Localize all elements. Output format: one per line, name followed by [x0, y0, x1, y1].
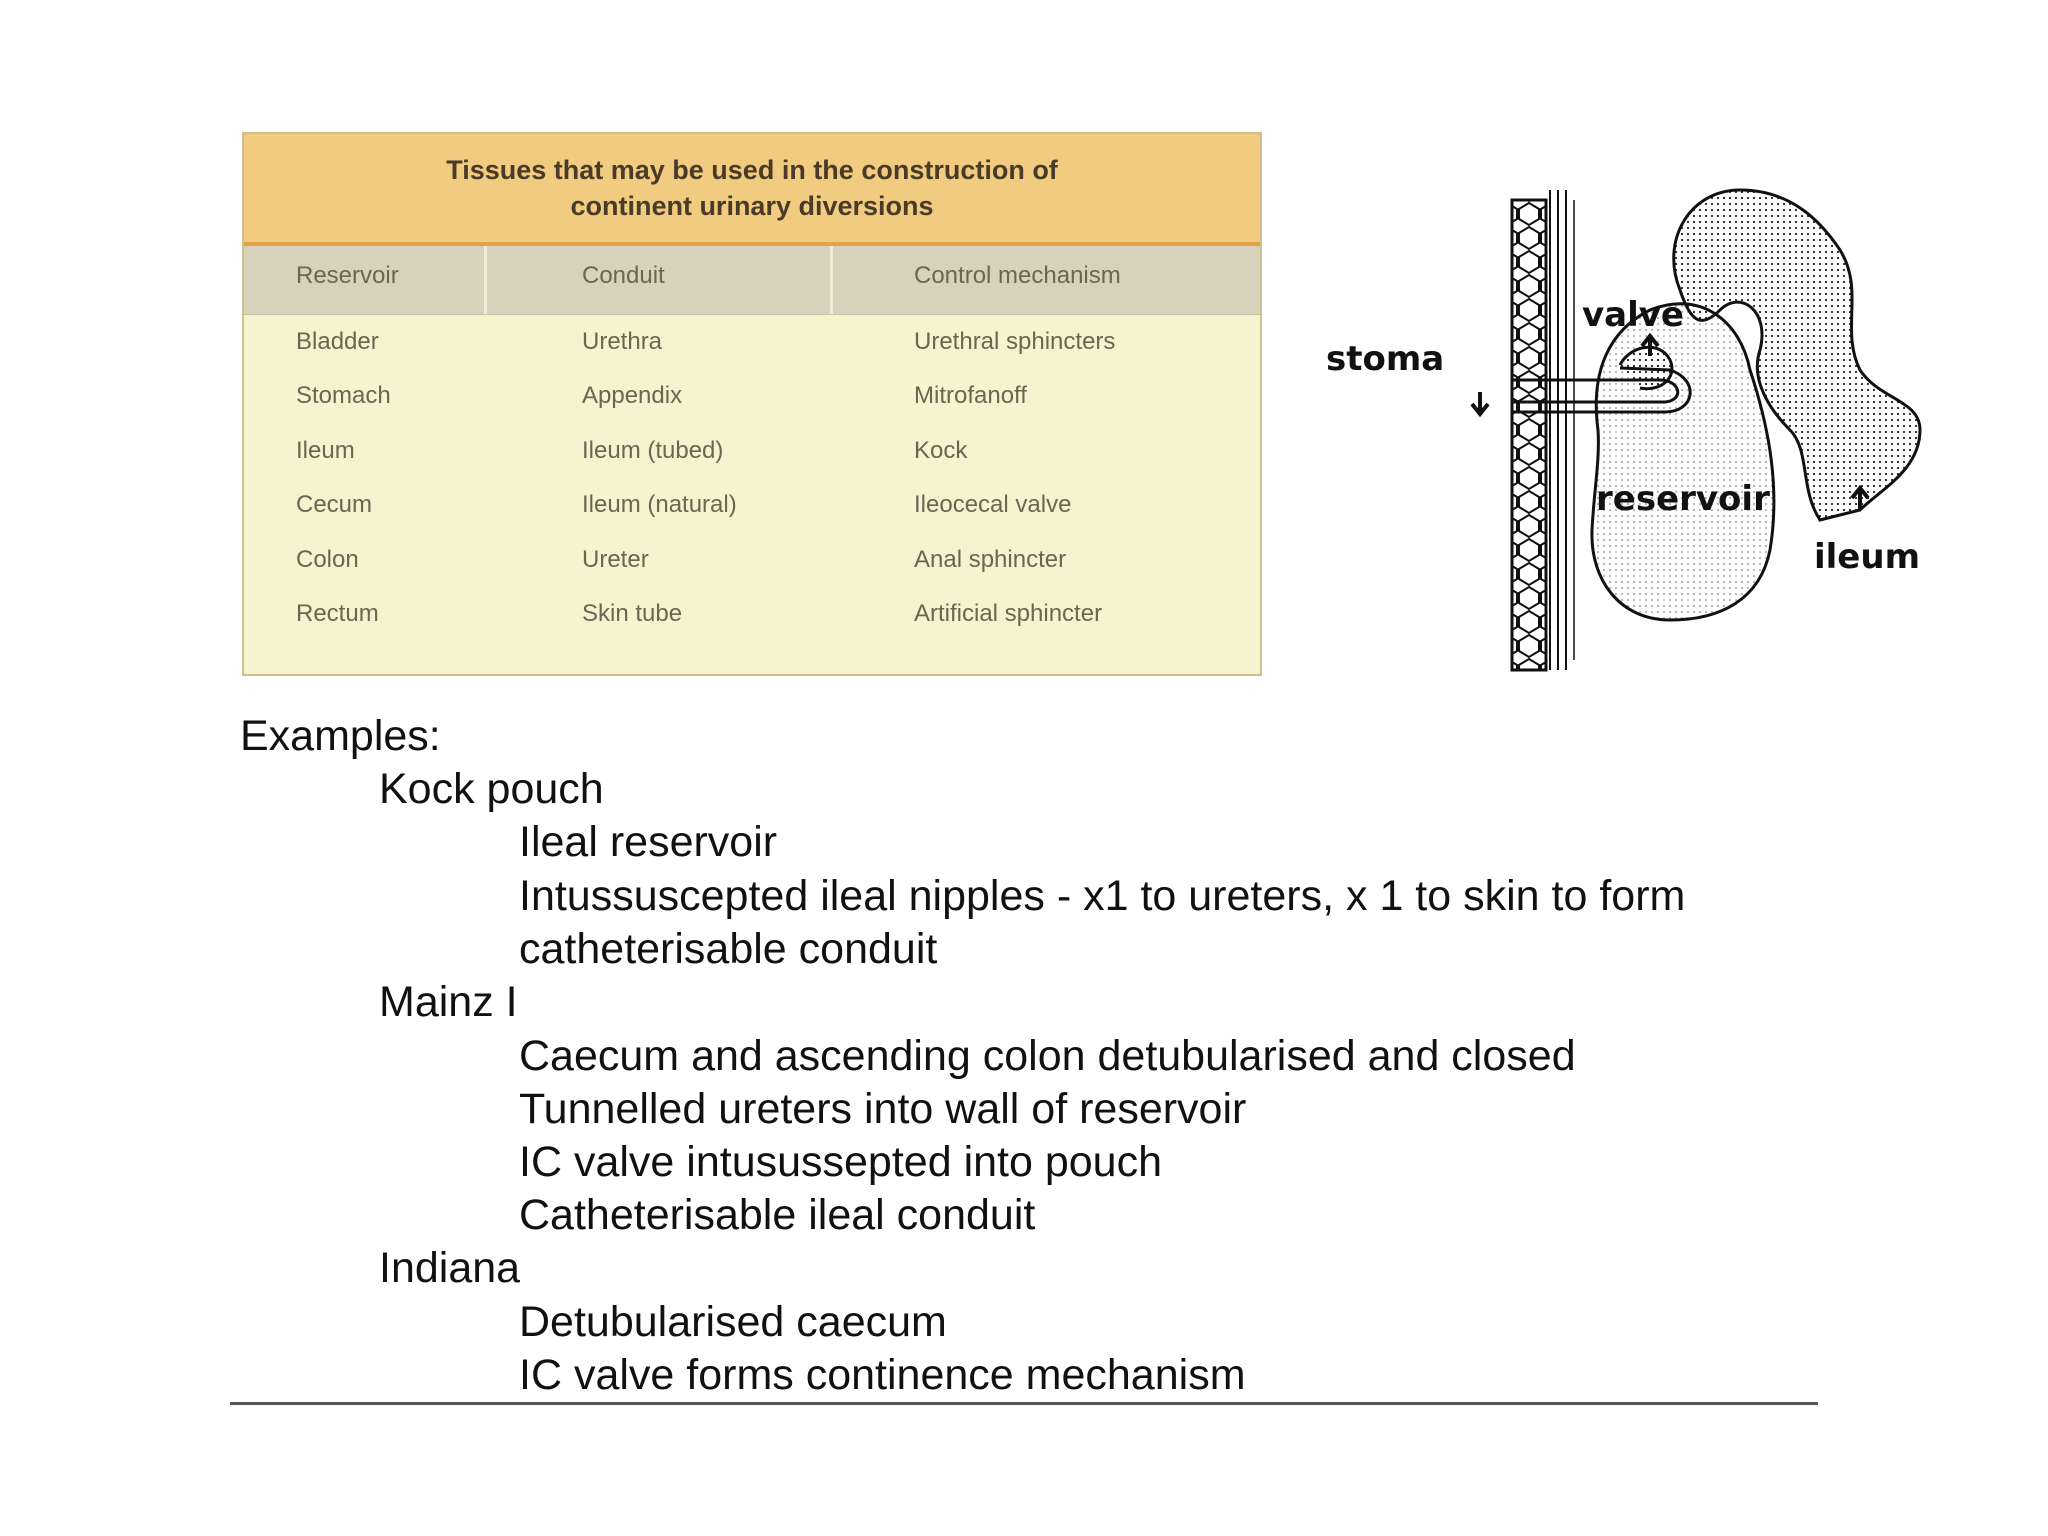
- table-cell: Bladder: [296, 328, 379, 355]
- table-cell: Stomach: [296, 382, 391, 409]
- table-cell: Rectum: [296, 600, 379, 627]
- list-item: Ileal reservoir: [519, 818, 778, 866]
- column-separator: [830, 246, 833, 314]
- examples-heading: Examples:: [240, 712, 441, 760]
- abdominal-wall: [1512, 190, 1574, 670]
- table-cell: Ileum (tubed): [582, 437, 724, 464]
- table-cell: Appendix: [582, 382, 683, 409]
- list-item: Caecum and ascending colon detubularised and closed: [519, 1032, 1576, 1080]
- list-item: Intussuscepted ileal nipples - x1 to ureters, x 1 to skin to form: [519, 872, 1686, 920]
- pouch-diagram: [1320, 130, 1940, 690]
- column-separator: [484, 246, 487, 314]
- label-stoma: stoma: [1326, 339, 1445, 379]
- table-cell: Ureter: [582, 546, 649, 573]
- table-cell: Ileocecal valve: [914, 491, 1072, 518]
- list-item: IC valve intusussepted into pouch: [519, 1138, 1163, 1186]
- list-item: IC valve forms continence mechanism: [519, 1351, 1246, 1399]
- table-cell: Cecum: [296, 491, 373, 518]
- reservoir-pouch: [1592, 304, 1774, 620]
- table-cell: Artificial sphincter: [914, 600, 1103, 627]
- bottom-divider: [230, 1402, 1818, 1405]
- label-valve: valve: [1582, 295, 1684, 335]
- column-header-conduit: Conduit: [582, 262, 665, 289]
- table-cell: Colon: [296, 546, 359, 573]
- list-item: catheterisable conduit: [519, 925, 938, 973]
- table-cell: Kock: [914, 437, 968, 464]
- table-cell: Skin tube: [582, 600, 683, 627]
- list-item: Detubularised caecum: [519, 1298, 947, 1346]
- table-cell: Ileum: [296, 437, 355, 464]
- table-title: Tissues that may be used in the construction of continent urinary diversions: [446, 155, 1058, 221]
- arrow-stoma-icon: [1472, 392, 1488, 414]
- table-cell: Urethral sphincters: [914, 328, 1116, 355]
- list-item: Tunnelled ureters into wall of reservoir: [519, 1085, 1247, 1133]
- column-header-control: Control mechanism: [914, 262, 1121, 289]
- table-cell: Anal sphincter: [914, 546, 1067, 573]
- table-cell: Mitrofanoff: [914, 382, 1027, 409]
- column-header-reservoir: Reservoir: [296, 262, 399, 289]
- tissue-table: [242, 132, 1262, 676]
- indiana-title: Indiana: [379, 1244, 521, 1292]
- table-header: [244, 134, 1260, 246]
- mainz-title: Mainz I: [379, 978, 518, 1026]
- list-item: Catheterisable ileal conduit: [519, 1191, 1036, 1239]
- pouch-diagram-svg: [1320, 130, 1940, 690]
- table-cell: Ileum (natural): [582, 491, 737, 518]
- label-ileum: ileum: [1814, 537, 1921, 577]
- table-cell: Urethra: [582, 328, 663, 355]
- label-reservoir: reservoir: [1596, 479, 1770, 519]
- kock-pouch-title: Kock pouch: [379, 765, 604, 813]
